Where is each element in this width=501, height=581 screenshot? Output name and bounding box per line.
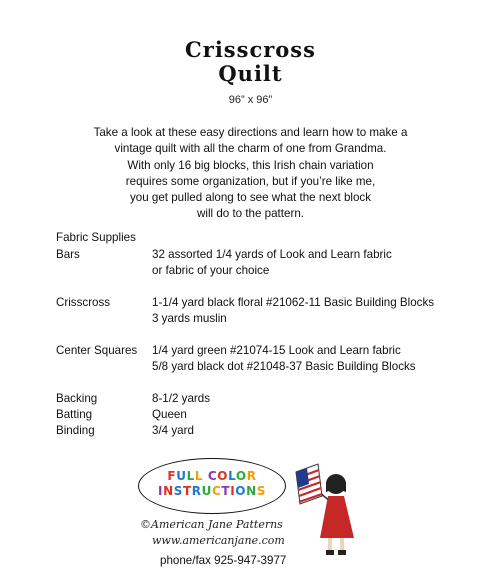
- intro-line: requires some organization, but if you’re like me,: [125, 174, 376, 188]
- supply-value: 1-1/4 yard black floral #21062-11 Basic Building Blocks: [152, 296, 435, 309]
- intro-line: you get pulled along to see what the next block: [129, 191, 372, 205]
- supply-label: Backing: [56, 392, 98, 405]
- girl-with-flag-illustration: [288, 462, 358, 562]
- supply-value: or fabric of your choice: [152, 264, 270, 277]
- supply-value: 1/4 yard green #21074-15 Look and Learn fabric: [152, 344, 401, 357]
- logo-line-1: FULL COLOR: [167, 469, 257, 483]
- intro-line: will do to the pattern.: [197, 207, 304, 221]
- supply-value: 5/8 yard black dot #21048-37 Basic Building Blocks: [152, 360, 416, 373]
- supply-label: Binding: [56, 424, 95, 437]
- website-link[interactable]: www.americanjane.com: [152, 534, 285, 547]
- logo-line-2: INSTRUCTIONS: [158, 484, 266, 498]
- intro-paragraph: [80, 125, 421, 223]
- title-line-2: Quilt: [218, 61, 283, 86]
- supply-value: 3 yards muslin: [152, 312, 227, 325]
- supply-value: 3/4 yard: [152, 424, 194, 437]
- supply-value: 8-1/2 yards: [152, 392, 210, 405]
- quilt-size: 96” x 96”: [228, 94, 273, 106]
- phone-fax: phone/fax 925-947-3977: [160, 554, 287, 567]
- copyright-credit: ©American Jane Patterns: [140, 518, 283, 531]
- intro-line: Take a look at these easy directions and learn how to make a: [93, 126, 408, 139]
- supply-label: Crisscross: [56, 296, 111, 309]
- supplies-heading: Fabric Supplies: [56, 231, 136, 244]
- supply-value: Queen: [152, 408, 187, 421]
- girl-dress: [320, 496, 354, 538]
- supply-label: Batting: [56, 408, 93, 421]
- supply-value: 32 assorted 1/4 yards of Look and Learn fabric: [152, 248, 392, 261]
- supply-label: Center Squares: [56, 344, 138, 357]
- intro-line: With only 16 big blocks, this Irish chain variation: [127, 158, 374, 172]
- flag-icon: [296, 464, 322, 504]
- supply-label: Bars: [56, 248, 80, 261]
- intro-line: vintage quilt with all the charm of one from Grandma.: [114, 142, 387, 156]
- title-line-1: Crisscross: [185, 37, 316, 62]
